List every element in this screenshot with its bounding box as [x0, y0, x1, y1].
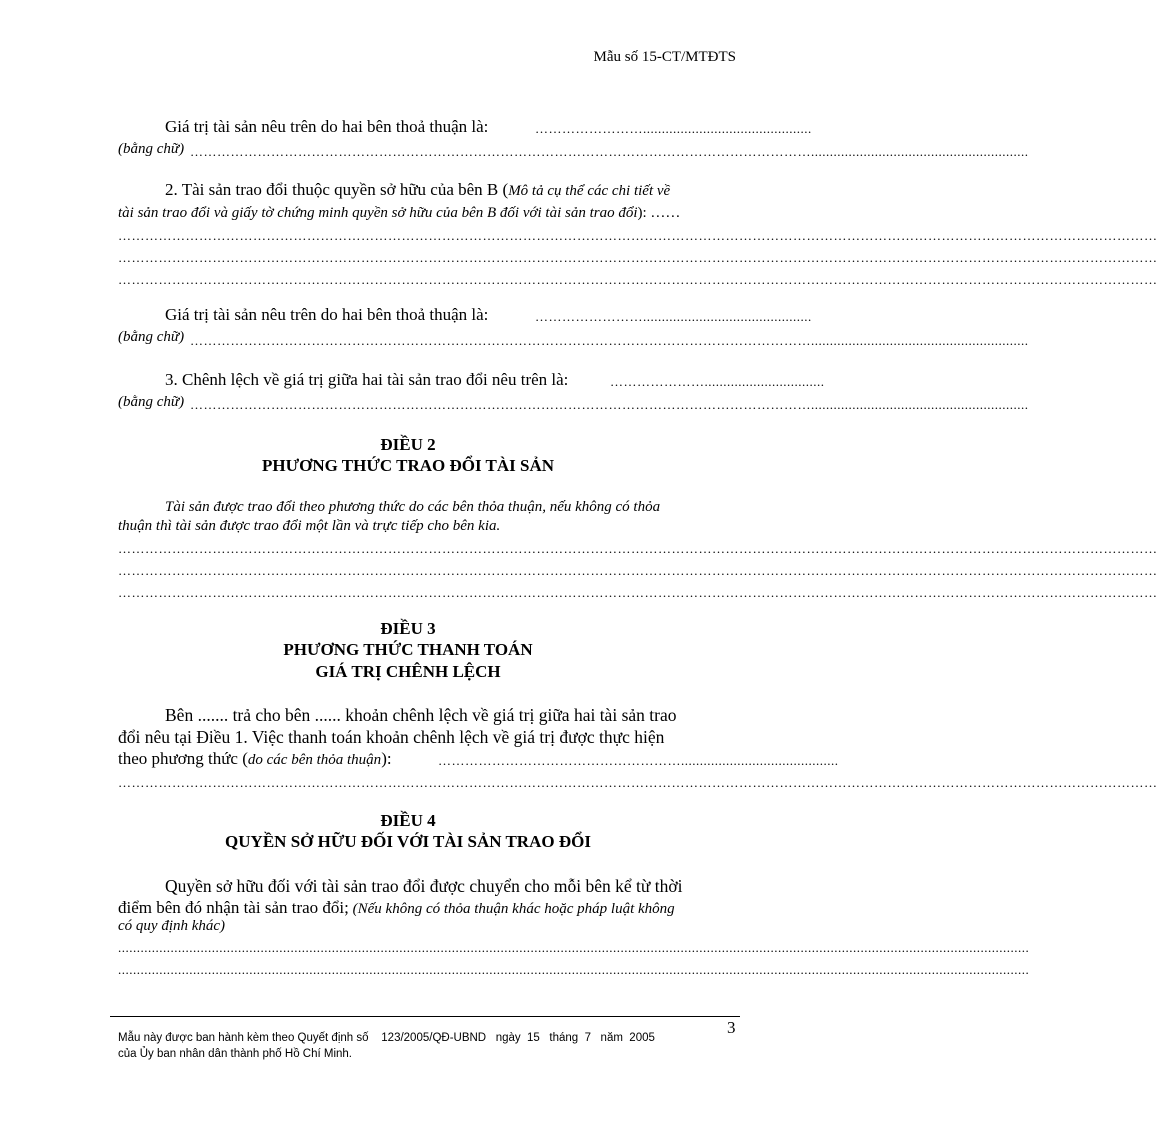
- fill-line: ...................................................................................................................................................................................................................................................: [118, 940, 1030, 955]
- footer-divider: [110, 1016, 740, 1017]
- fill-line: ……………………………………………………………………………………………………………………………………………………………………………………………………………: [118, 228, 1158, 243]
- article-3-body-line-3-italic: do các bên thỏa thuận: [247, 752, 382, 768]
- fill-line: ……………………………………………………………………………………………………………………………………………………………………………………………………………: [118, 541, 1158, 556]
- fill-line: …………………….............................................: [535, 309, 812, 324]
- article-4-body-line-1: Quyền sở hữu đối với tài sản trao đổi được chuyển cho mỗi bên kể từ thời: [165, 876, 683, 896]
- fill-line: …………………………………………………………………………………………………………………………..........................................................: [190, 397, 1029, 412]
- article-3-title-line-1: PHƯƠNG THỨC THANH TOÁN: [283, 640, 533, 659]
- article-2-body-line-1: Tài sản được trao đổi theo phương thức do các bên thỏa thuận, nếu không có thỏa: [165, 499, 661, 515]
- fill-line: ……………………………………………………………………………………………………………………………………………………………………………………………………………: [118, 250, 1158, 265]
- fill-line: ……………………………………………………………………………………………………………………………………………………………………………………………………………: [118, 272, 1158, 287]
- article-4-title: QUYỀN SỞ HỮU ĐỐI VỚI TÀI SẢN TRAO ĐỔI: [225, 832, 591, 851]
- fill-line: …………………………………………………………………………………………………………………………..........................................................: [190, 333, 1029, 348]
- item-2-text: [165, 180, 670, 200]
- article-4-body-line-2: [118, 898, 675, 918]
- in-words-label-2: (bằng chữ): [118, 329, 185, 345]
- fill-line: …………………….............................................: [535, 121, 812, 136]
- page-number: 3: [727, 1018, 736, 1037]
- article-4-number: ĐIỀU 4: [380, 811, 436, 830]
- item-2-italic-b: tài sản trao đổi và giấy tờ chứng minh quyền sở hữu của bên B đối với tài sản trao đổi: [118, 205, 638, 221]
- footer-note-line-2: của Ủy ban nhân dân thành phố Hồ Chí Minh.: [118, 1048, 352, 1060]
- value-line-2: Giá trị tài sản nêu trên do hai bên thoả thuận là:: [165, 305, 489, 324]
- article-2-number: ĐIỀU 2: [380, 435, 436, 454]
- footer-note-line-1: Mẫu này được ban hành kèm theo Quyết định số 123/2005/QĐ-UBND ngày 15 tháng 7 năm 2005: [118, 1032, 655, 1044]
- fill-line: ……………………………………………………………………………………………………………………………………………………………………………………………………………: [118, 563, 1158, 578]
- article-3-body-line-3-b: ):: [381, 749, 392, 768]
- in-words-label-3: (bằng chữ): [118, 394, 185, 410]
- in-words-label-1: (bằng chữ): [118, 141, 185, 157]
- article-2-title: PHƯƠNG THỨC TRAO ĐỔI TÀI SẢN: [261, 456, 555, 475]
- article-4-body-line-3: có quy định khác): [118, 918, 226, 934]
- article-2-body-line-2: thuận thì tài sản được trao đổi một lần và trực tiếp cho bên kia.: [118, 518, 501, 534]
- article-3-title-line-2: GIÁ TRỊ CHÊNH LỆCH: [315, 662, 501, 681]
- article-4-body-line-2-italic: (Nếu không có thỏa thuận khác hoặc pháp luật không: [348, 901, 675, 917]
- article-3-number: ĐIỀU 3: [380, 619, 436, 638]
- article-4-body-line-2-a: điểm bên đó nhận tài sản trao đổi;: [118, 898, 349, 917]
- fill-line: …………………………………………………………………………………………………………………………..........................................................: [190, 144, 1029, 159]
- item-3-label: 3. Chênh lệch về giá trị giữa hai tài sản trao đổi nêu trên là:: [165, 370, 569, 389]
- form-code: Mẫu số 15-CT/MTĐTS: [593, 49, 736, 65]
- item-2-italic-a: Mô tả cụ thể các chi tiết về: [508, 183, 671, 199]
- item-2-line-2: [118, 205, 680, 222]
- fill-line: …………………................................: [610, 374, 825, 389]
- fill-line: ……………………………………………………………………………………………………………………………………………………………………………………………………………: [118, 585, 1158, 600]
- article-3-body-line-3-a: theo phương thức (: [118, 749, 248, 768]
- fill-line: ……………………………………………………………………………………………………………………………………………………………………………………………………………: [118, 775, 1158, 790]
- article-3-body-line-2: đổi nêu tại Điều 1. Việc thanh toán khoản chênh lệch về giá trị được thực hiện: [118, 727, 665, 747]
- article-3-body-line-3: [118, 749, 392, 769]
- value-line-1: Giá trị tài sản nêu trên do hai bên thoả thuận là:: [165, 117, 489, 136]
- article-3-body-line-1: Bên ....... trả cho bên ...... khoản chênh lệch về giá trị giữa hai tài sản trao: [165, 705, 677, 725]
- item-2-label: 2. Tài sản trao đổi thuộc quyền sở hữu của bên B (: [165, 180, 509, 199]
- item-2-tail: ): ……: [637, 205, 681, 221]
- fill-line: ...................................................................................................................................................................................................................................................: [118, 962, 1030, 977]
- fill-line: ………………………………………………..........................................: [438, 753, 839, 768]
